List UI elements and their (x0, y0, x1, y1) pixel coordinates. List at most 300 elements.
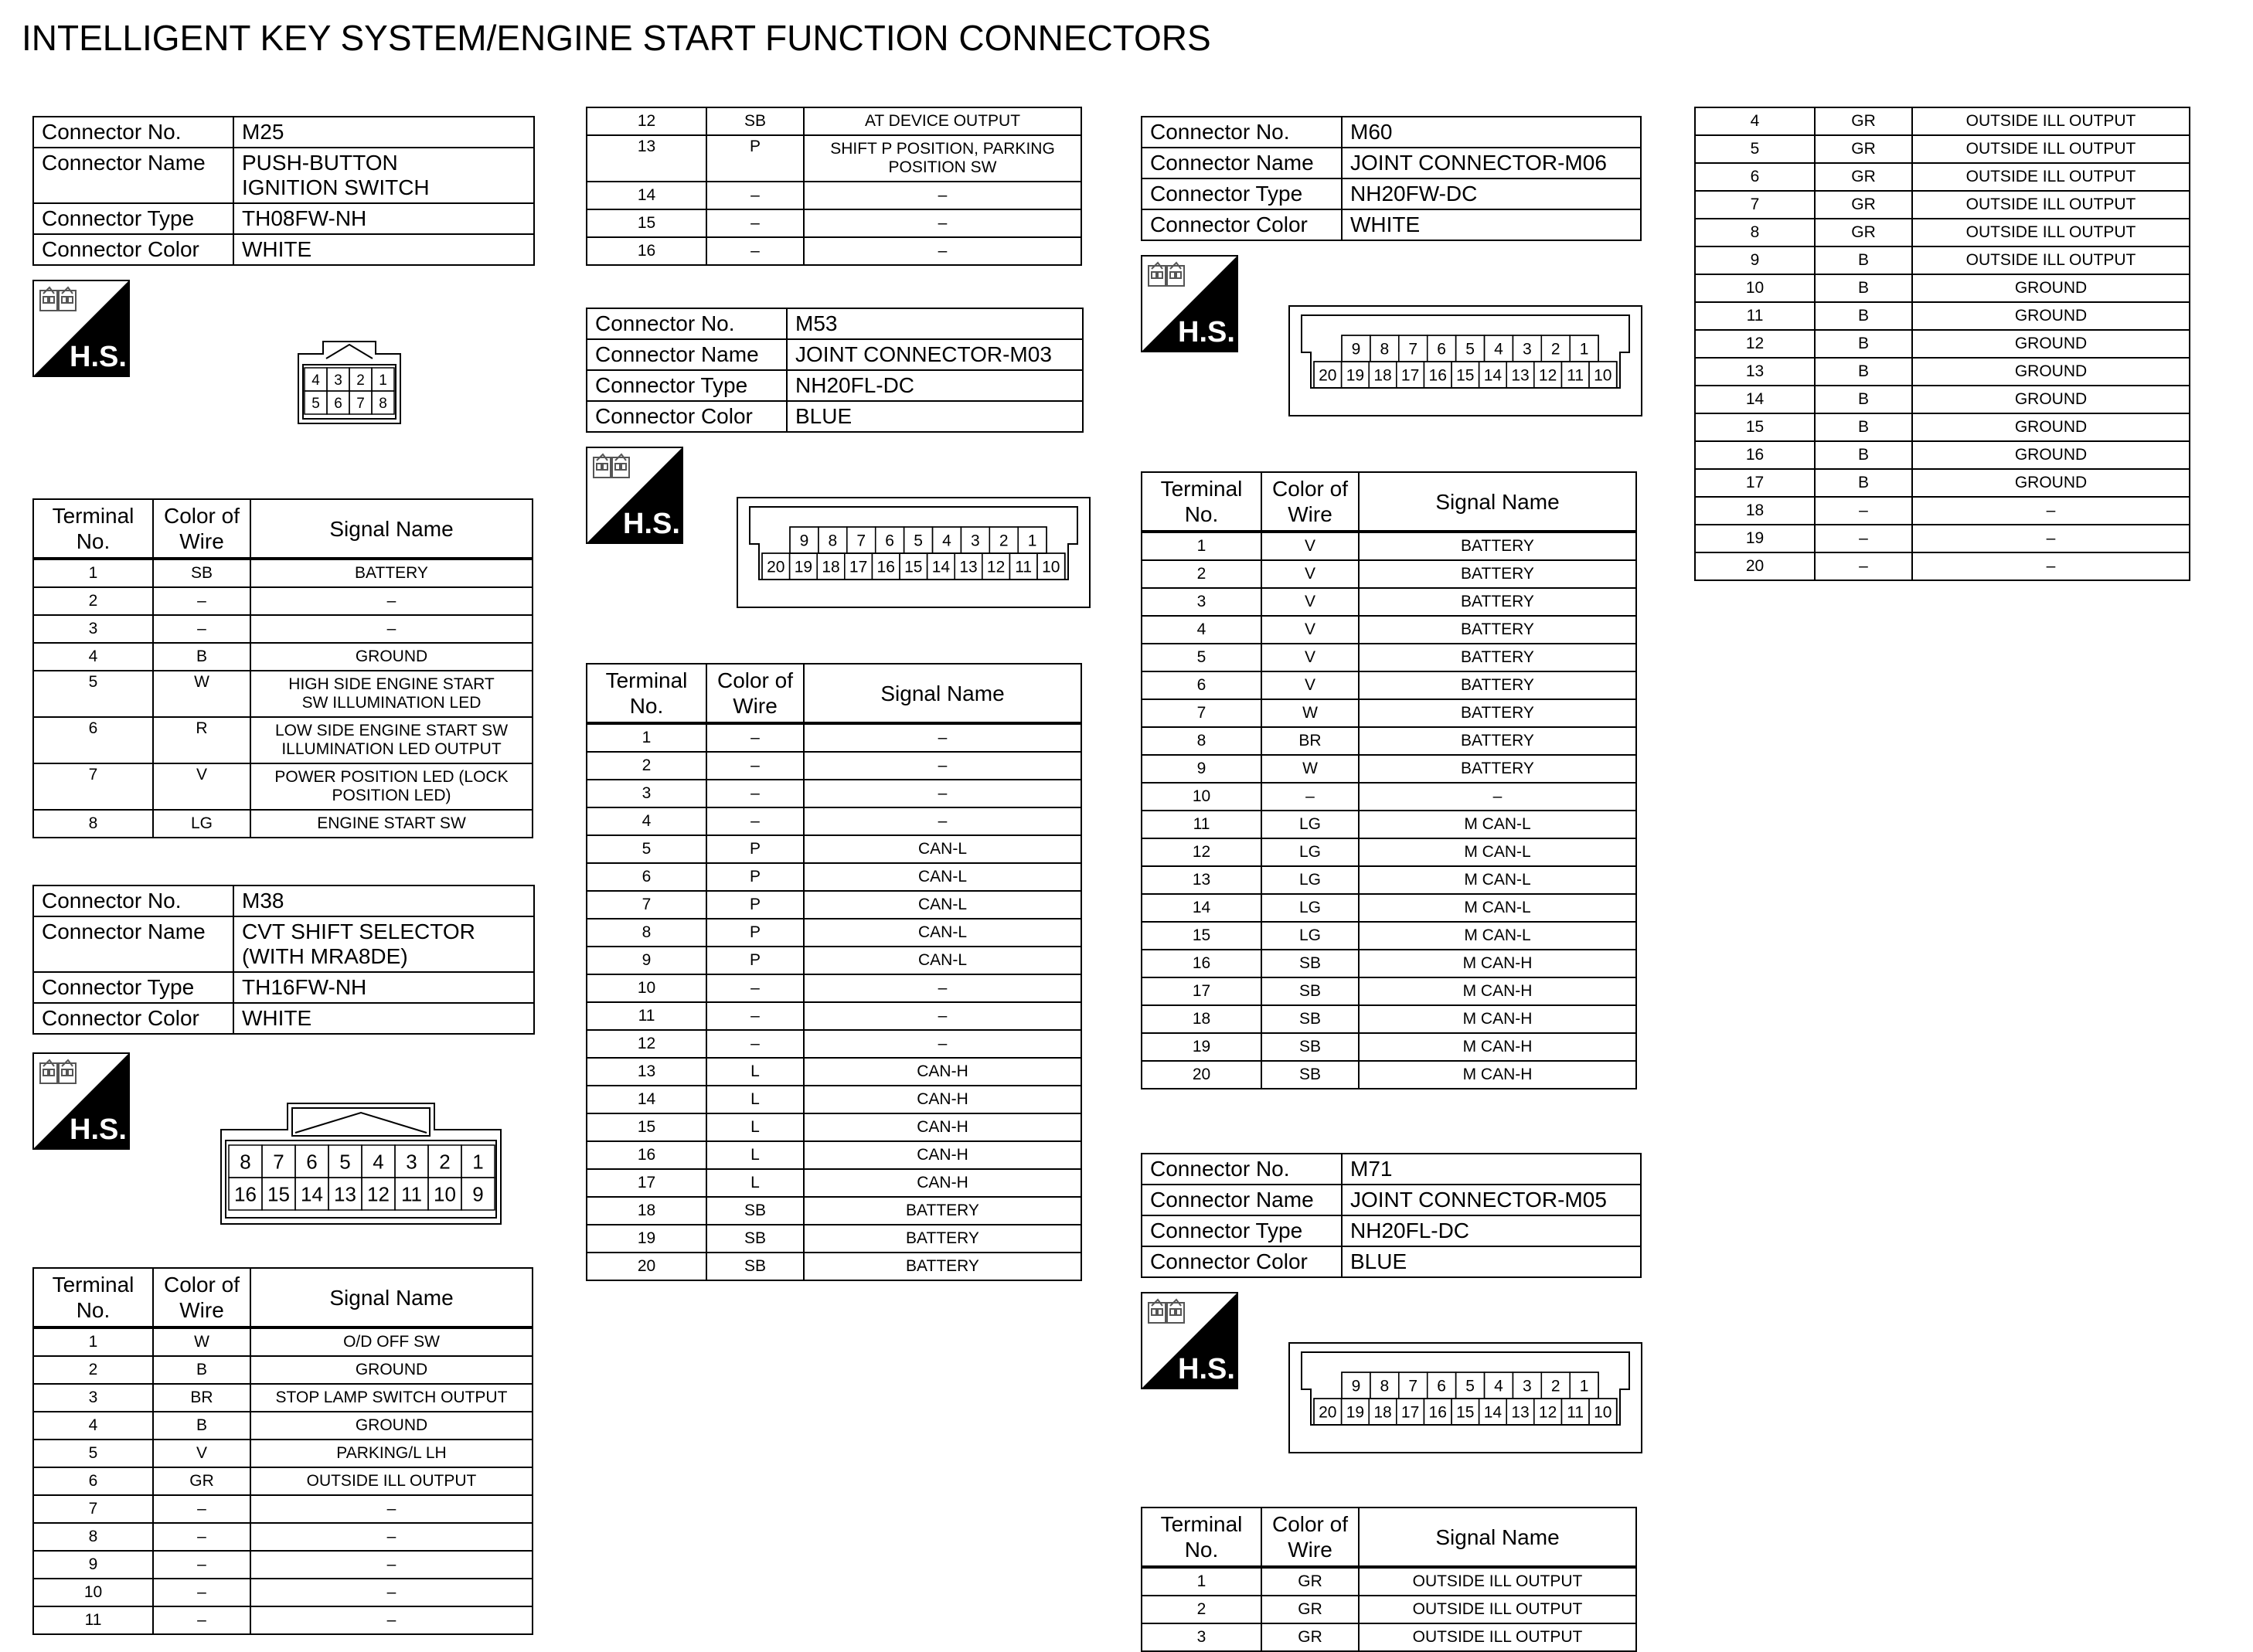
wire-color-cell: B (1815, 441, 1912, 469)
terminal-no-cell: 3 (33, 1384, 153, 1412)
table-row (1142, 560, 1636, 588)
table-row (587, 1030, 1081, 1058)
pin-number: 9 (1351, 340, 1361, 359)
wire-color-cell: L (706, 1141, 804, 1169)
header-color-of-wire: Color of Wire (153, 1268, 250, 1327)
signal-name-cell: M CAN-L (1359, 811, 1636, 838)
signal-name-cell: OUTSIDE ILL OUTPUT (1912, 107, 2190, 135)
terminal-no-cell: 1 (1142, 532, 1261, 560)
pin-number: 2 (999, 532, 1009, 550)
pin-number: 1 (1579, 1377, 1589, 1395)
pin-number: 10 (1594, 366, 1612, 385)
wire-color-cell: LG (1261, 811, 1359, 838)
label-connector-type: Connector Type (1142, 178, 1342, 209)
table-row (1695, 358, 2190, 386)
pin-number: 11 (1567, 1403, 1584, 1422)
hs-label: H.S. (70, 341, 127, 373)
pin-number: 4 (373, 1150, 384, 1174)
table-row (587, 1169, 1081, 1197)
pin-number: 16 (1428, 1403, 1447, 1422)
table-row (1142, 671, 1636, 699)
pin-number: 6 (1437, 340, 1446, 359)
signal-name-cell: OUTSIDE ILL OUTPUT (1912, 135, 2190, 163)
signal-name-cell: GROUND (250, 1356, 533, 1384)
wire-color-cell: B (153, 1412, 250, 1440)
pin-number: 10 (1594, 1403, 1612, 1422)
label-connector-no: Connector No. (1142, 117, 1342, 148)
connector-face-m53 (736, 496, 1091, 613)
table-row (33, 717, 533, 763)
signal-name-cell: OUTSIDE ILL OUTPUT (1912, 246, 2190, 274)
signal-name-cell: GROUND (1912, 469, 2190, 497)
terminal-no-cell: 1 (1142, 1567, 1261, 1596)
pin-number: 5 (1465, 1377, 1475, 1395)
wire-color-cell: BR (153, 1384, 250, 1412)
table-row (33, 643, 533, 671)
pin-number: 8 (828, 532, 838, 550)
wire-color-cell: GR (1261, 1567, 1359, 1596)
table-row (587, 1253, 1081, 1280)
table-row (587, 807, 1081, 835)
header-color-of-wire: Color of Wire (706, 664, 804, 723)
signal-name-cell: GROUND (1912, 413, 2190, 441)
table-row (587, 863, 1081, 891)
header-terminal-no: Terminal No. (33, 499, 153, 559)
wire-color-cell: P (706, 135, 804, 182)
connector-no-value: M60 (1342, 117, 1641, 148)
wire-color-cell: GR (1261, 1623, 1359, 1651)
pin-number: 5 (914, 532, 923, 550)
wire-color-cell: R (153, 717, 250, 763)
signal-name-cell: OUTSIDE ILL OUTPUT (1912, 191, 2190, 219)
wire-color-cell: BR (1261, 727, 1359, 755)
pin-number: 3 (406, 1150, 417, 1174)
table-row (1142, 950, 1636, 977)
table-row (587, 237, 1081, 265)
terminal-no-cell: 16 (587, 237, 706, 265)
pin-number: 9 (472, 1182, 484, 1206)
table-row (587, 107, 1081, 135)
wire-color-cell: V (1261, 532, 1359, 560)
wire-color-cell: – (153, 587, 250, 615)
terminal-table-m71 (1141, 1507, 1637, 1652)
label-connector-name: Connector Name (33, 916, 233, 972)
header-signal-name: Signal Name (250, 499, 533, 559)
connector-name-value: JOINT CONNECTOR-M05 (1342, 1185, 1641, 1215)
wire-color-cell: B (153, 643, 250, 671)
wire-color-cell: – (153, 1523, 250, 1551)
wire-color-cell: LG (1261, 866, 1359, 894)
wire-color-cell: LG (153, 810, 250, 838)
wire-color-cell: GR (1815, 135, 1912, 163)
table-row (1695, 469, 2190, 497)
wire-color-cell: V (1261, 644, 1359, 671)
wire-color-cell: V (153, 763, 250, 810)
harness-side-icon (32, 280, 130, 377)
terminal-no-cell: 9 (33, 1551, 153, 1579)
terminal-no-cell: 7 (1695, 191, 1815, 219)
signal-name-cell: M CAN-L (1359, 922, 1636, 950)
header-signal-name: Signal Name (250, 1268, 533, 1327)
wire-color-cell: P (706, 947, 804, 974)
terminal-no-cell: 11 (1142, 811, 1261, 838)
wire-color-cell: L (706, 1086, 804, 1113)
table-row (1142, 1596, 1636, 1623)
wire-color-cell: SB (706, 1225, 804, 1253)
pin-number: 15 (267, 1182, 290, 1206)
pin-number: 15 (1456, 366, 1475, 385)
signal-name-cell: GROUND (1912, 358, 2190, 386)
wire-color-cell: GR (1815, 163, 1912, 191)
terminal-no-cell: 8 (587, 919, 706, 947)
signal-name-cell: GROUND (1912, 441, 2190, 469)
terminal-no-cell: 1 (33, 559, 153, 587)
wire-color-cell: LG (1261, 838, 1359, 866)
connector-info-m60 (1141, 116, 1642, 241)
table-row (1142, 1005, 1636, 1033)
signal-name-cell: CAN-L (804, 947, 1081, 974)
terminal-no-cell: 6 (33, 717, 153, 763)
wire-color-cell: W (153, 671, 250, 717)
table-row (587, 135, 1081, 182)
hs-label: H.S. (1178, 316, 1235, 348)
terminal-no-cell: 5 (1695, 135, 1815, 163)
header-terminal-no: Terminal No. (1142, 1508, 1261, 1567)
label-connector-type: Connector Type (33, 203, 233, 234)
signal-name-cell: – (250, 1606, 533, 1634)
table-row (33, 671, 533, 717)
terminal-no-cell: 15 (587, 1113, 706, 1141)
signal-name-cell: BATTERY (1359, 699, 1636, 727)
terminal-no-cell: 7 (1142, 699, 1261, 727)
pin-number: 13 (959, 558, 978, 576)
connector-name-value: JOINT CONNECTOR-M06 (1342, 148, 1641, 178)
terminal-no-cell: 18 (1142, 1005, 1261, 1033)
terminal-no-cell: 16 (1695, 441, 1815, 469)
signal-name-cell: SHIFT P POSITION, PARKING POSITION SW (804, 135, 1081, 182)
pin-number: 7 (356, 395, 365, 412)
terminal-no-cell: 18 (1695, 497, 1815, 525)
header-color-of-wire: Color of Wire (1261, 1508, 1359, 1567)
table-row (33, 1606, 533, 1634)
connector-no-value: M38 (233, 885, 534, 916)
signal-name-cell: M CAN-H (1359, 1033, 1636, 1061)
terminal-no-cell: 19 (1695, 525, 1815, 552)
hs-label: H.S. (623, 508, 680, 540)
terminal-no-cell: 17 (1695, 469, 1815, 497)
terminal-no-cell: 3 (1142, 1623, 1261, 1651)
pin-number: 18 (1373, 366, 1392, 385)
wire-color-cell: B (1815, 302, 1912, 330)
signal-name-cell: O/D OFF SW (250, 1327, 533, 1356)
pin-number: 8 (379, 395, 387, 412)
table-row (587, 752, 1081, 780)
label-connector-name: Connector Name (1142, 148, 1342, 178)
terminal-no-cell: 13 (587, 1058, 706, 1086)
pin-number: 10 (434, 1182, 456, 1206)
wire-color-cell: GR (153, 1467, 250, 1495)
header-signal-name: Signal Name (1359, 1508, 1636, 1567)
label-connector-name: Connector Name (587, 339, 787, 370)
signal-name-cell: – (250, 1579, 533, 1606)
wire-color-cell: – (706, 209, 804, 237)
connector-type-value: TH08FW-NH (233, 203, 534, 234)
table-row (587, 209, 1081, 237)
wire-color-cell: GR (1261, 1596, 1359, 1623)
signal-name-cell: OUTSIDE ILL OUTPUT (1359, 1623, 1636, 1651)
pin-number: 1 (1579, 340, 1589, 359)
table-row (587, 835, 1081, 863)
signal-name-cell: GROUND (1912, 274, 2190, 302)
table-row (1142, 977, 1636, 1005)
label-connector-color: Connector Color (33, 234, 233, 265)
table-row (1142, 1623, 1636, 1651)
connector-color-value: WHITE (233, 1003, 534, 1034)
signal-name-cell: HIGH SIDE ENGINE START SW ILLUMINATION LED (250, 671, 533, 717)
terminal-no-cell: 20 (1142, 1061, 1261, 1089)
header-terminal-no: Terminal No. (1142, 472, 1261, 532)
table-row (587, 1113, 1081, 1141)
table-row (33, 763, 533, 810)
table-row (1695, 107, 2190, 135)
signal-name-cell: M CAN-L (1359, 866, 1636, 894)
terminal-no-cell: 9 (1695, 246, 1815, 274)
terminal-no-cell: 6 (1142, 671, 1261, 699)
terminal-no-cell: 14 (587, 182, 706, 209)
terminal-table-m38-continued (586, 107, 1082, 266)
terminal-no-cell: 13 (587, 135, 706, 182)
pin-number: 13 (334, 1182, 356, 1206)
signal-name-cell: BATTERY (804, 1197, 1081, 1225)
wire-color-cell: – (706, 807, 804, 835)
signal-name-cell: STOP LAMP SWITCH OUTPUT (250, 1384, 533, 1412)
signal-name-cell: – (804, 237, 1081, 265)
pin-number: 7 (1408, 1377, 1418, 1395)
pin-number: 11 (1567, 366, 1584, 385)
terminal-table-m60 (1141, 471, 1637, 1089)
pin-number: 2 (1550, 340, 1560, 359)
table-row (587, 974, 1081, 1002)
table-row (1695, 386, 2190, 413)
wire-color-cell: – (706, 752, 804, 780)
terminal-no-cell: 17 (587, 1169, 706, 1197)
terminal-no-cell: 7 (33, 763, 153, 810)
wire-color-cell: B (1815, 358, 1912, 386)
signal-name-cell: – (1912, 552, 2190, 580)
pin-number: 20 (1319, 1403, 1337, 1422)
terminal-no-cell: 3 (587, 780, 706, 807)
label-connector-name: Connector Name (33, 148, 233, 203)
table-row (33, 1523, 533, 1551)
table-row (587, 1058, 1081, 1086)
signal-name-cell: BATTERY (1359, 616, 1636, 644)
wire-color-cell: – (706, 237, 804, 265)
connector-type-value: NH20FW-DC (1342, 178, 1641, 209)
header-signal-name: Signal Name (804, 664, 1081, 723)
terminal-no-cell: 9 (1142, 755, 1261, 783)
terminal-no-cell: 7 (33, 1495, 153, 1523)
wire-color-cell: P (706, 891, 804, 919)
pin-number: 12 (367, 1182, 390, 1206)
signal-name-cell: M CAN-L (1359, 838, 1636, 866)
label-connector-color: Connector Color (587, 401, 787, 432)
pin-number: 8 (1380, 1377, 1390, 1395)
pin-number: 4 (942, 532, 951, 550)
wire-color-cell: SB (706, 1197, 804, 1225)
table-row (587, 891, 1081, 919)
table-row (1142, 783, 1636, 811)
connector-name-value: PUSH-BUTTON IGNITION SWITCH (233, 148, 534, 203)
signal-name-cell: M CAN-H (1359, 950, 1636, 977)
wire-color-cell: – (1815, 552, 1912, 580)
wire-color-cell: LG (1261, 922, 1359, 950)
connector-type-value: TH16FW-NH (233, 972, 534, 1003)
terminal-no-cell: 2 (33, 1356, 153, 1384)
signal-name-cell: CAN-H (804, 1086, 1081, 1113)
header-color-of-wire: Color of Wire (153, 499, 250, 559)
pin-number: 6 (306, 1150, 318, 1174)
connector-no-value: M25 (233, 117, 534, 148)
label-connector-color: Connector Color (1142, 209, 1342, 240)
header-terminal-no: Terminal No. (587, 664, 706, 723)
table-row (1142, 644, 1636, 671)
terminal-table-m53 (586, 663, 1082, 1281)
terminal-no-cell: 4 (587, 807, 706, 835)
terminal-no-cell: 2 (1142, 1596, 1261, 1623)
table-row (587, 182, 1081, 209)
pin-number: 11 (1015, 558, 1033, 576)
signal-name-cell: CAN-H (804, 1141, 1081, 1169)
pin-number: 19 (1346, 1403, 1365, 1422)
wire-color-cell: W (1261, 699, 1359, 727)
terminal-no-cell: 11 (587, 1002, 706, 1030)
pin-number: 6 (334, 395, 342, 412)
table-row (1695, 525, 2190, 552)
signal-name-cell: – (804, 1030, 1081, 1058)
connector-color-value: BLUE (787, 401, 1083, 432)
pin-number: 13 (1511, 1403, 1530, 1422)
signal-name-cell: – (250, 1495, 533, 1523)
terminal-no-cell: 20 (587, 1253, 706, 1280)
terminal-no-cell: 1 (587, 723, 706, 752)
table-row (1142, 811, 1636, 838)
terminal-no-cell: 10 (33, 1579, 153, 1606)
pin-number: 3 (1523, 340, 1532, 359)
signal-name-cell: BATTERY (1359, 588, 1636, 616)
terminal-no-cell: 14 (1142, 894, 1261, 922)
pin-number: 1 (1027, 532, 1037, 550)
terminal-no-cell: 6 (1695, 163, 1815, 191)
table-row (1142, 838, 1636, 866)
table-row (587, 1086, 1081, 1113)
pin-number: 12 (986, 558, 1006, 576)
signal-name-cell: – (804, 182, 1081, 209)
pin-number: 11 (401, 1182, 422, 1206)
table-row (587, 1197, 1081, 1225)
wire-color-cell: – (706, 1030, 804, 1058)
pin-number: 16 (234, 1182, 257, 1206)
wire-color-cell: B (153, 1356, 250, 1384)
label-connector-no: Connector No. (33, 117, 233, 148)
table-row (587, 947, 1081, 974)
table-row (587, 919, 1081, 947)
pin-number: 6 (885, 532, 894, 550)
wire-color-cell: W (1261, 755, 1359, 783)
signal-name-cell: GROUND (1912, 386, 2190, 413)
signal-name-cell: BATTERY (1359, 532, 1636, 560)
hs-label: H.S. (70, 1113, 127, 1146)
label-connector-type: Connector Type (587, 370, 787, 401)
signal-name-cell: CAN-L (804, 891, 1081, 919)
wire-color-cell: L (706, 1169, 804, 1197)
signal-name-cell: BATTERY (1359, 671, 1636, 699)
table-row (33, 810, 533, 838)
pin-number: 20 (1319, 366, 1337, 385)
table-row (1695, 330, 2190, 358)
terminal-no-cell: 12 (1142, 838, 1261, 866)
terminal-no-cell: 11 (33, 1606, 153, 1634)
page-title: INTELLIGENT KEY SYSTEM/ENGINE START FUNCTION CONNECTORS (22, 18, 1211, 58)
table-row (1695, 441, 2190, 469)
signal-name-cell: GROUND (1912, 302, 2190, 330)
signal-name-cell: GROUND (250, 1412, 533, 1440)
pin-number: 17 (1400, 1403, 1420, 1422)
wire-color-cell: V (153, 1440, 250, 1467)
terminal-no-cell: 2 (587, 752, 706, 780)
wire-color-cell: W (153, 1327, 250, 1356)
label-connector-name: Connector Name (1142, 1185, 1342, 1215)
pin-number: 8 (1380, 340, 1390, 359)
connector-name-value: CVT SHIFT SELECTOR (WITH MRA8DE) (233, 916, 534, 972)
wire-color-cell: – (706, 723, 804, 752)
table-row (1142, 699, 1636, 727)
wire-color-cell: V (1261, 588, 1359, 616)
wire-color-cell: SB (1261, 1005, 1359, 1033)
table-row (33, 1551, 533, 1579)
terminal-no-cell: 8 (33, 1523, 153, 1551)
signal-name-cell: BATTERY (1359, 727, 1636, 755)
label-connector-color: Connector Color (1142, 1246, 1342, 1277)
terminal-table-m38 (32, 1267, 533, 1635)
header-signal-name: Signal Name (1359, 472, 1636, 532)
terminal-no-cell: 16 (587, 1141, 706, 1169)
wire-color-cell: GR (1815, 219, 1912, 246)
signal-name-cell: – (250, 587, 533, 615)
table-row (1142, 616, 1636, 644)
hs-label: H.S. (1178, 1353, 1235, 1385)
table-row (1142, 532, 1636, 560)
table-row (33, 1579, 533, 1606)
table-row (587, 1141, 1081, 1169)
signal-name-cell: – (1359, 783, 1636, 811)
wire-color-cell: – (706, 974, 804, 1002)
harness-side-icon (1141, 255, 1238, 352)
header-terminal-no: Terminal No. (33, 1268, 153, 1327)
terminal-no-cell: 10 (587, 974, 706, 1002)
signal-name-cell: – (250, 615, 533, 643)
pin-number: 2 (439, 1150, 451, 1174)
table-row (587, 1002, 1081, 1030)
table-row (1695, 135, 2190, 163)
wire-color-cell: – (153, 1579, 250, 1606)
terminal-no-cell: 7 (587, 891, 706, 919)
table-row (1142, 922, 1636, 950)
pin-number: 2 (356, 372, 365, 389)
wire-color-cell: B (1815, 246, 1912, 274)
connector-info-m53 (586, 308, 1084, 433)
connector-info-m38 (32, 885, 535, 1035)
signal-name-cell: – (250, 1523, 533, 1551)
